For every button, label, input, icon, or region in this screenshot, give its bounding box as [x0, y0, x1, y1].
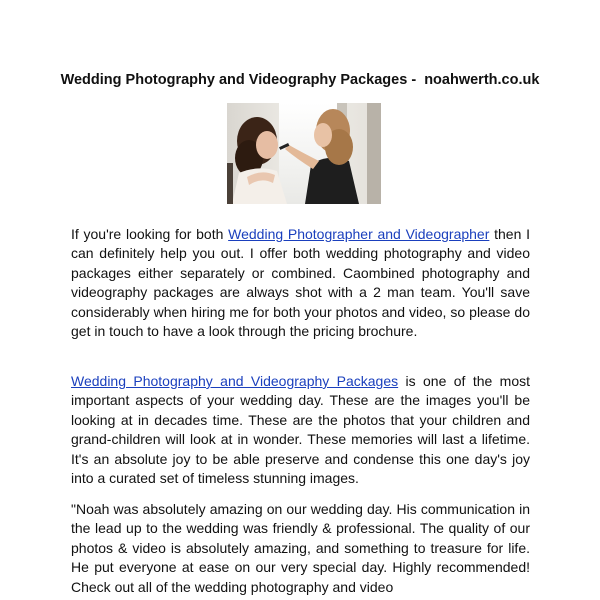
packages-link[interactable]: Wedding Photography and Videography Packages	[71, 373, 399, 389]
intro-text-start: If you're looking for both	[71, 226, 229, 242]
bride-makeup-photo	[227, 103, 381, 204]
intro-paragraph	[71, 225, 530, 341]
page-title: Wedding Photography and Videography Packages - noahwerth.co.uk	[60, 72, 540, 88]
testimonial-paragraph: "Noah was absolutely amazing on our wedding day. His communication in the lead up to the wedding was friendly & professional. The quality of our photos & video is absolutely amazing, and something to treasure for life. He put everyone at ease on our very special day. Highly recommended! Check out all of the wedding photography and video	[71, 501, 530, 595]
wedding-photographer-link[interactable]: Wedding Photographer and Videographer	[228, 226, 490, 242]
packages-text: is one of the most important aspects of your wedding day. These are the images you'll be looking at in decades time. These are the photos that your children and grand-children will look at in wonder. These memories will last a lifetime. It's an absolute joy to be able preserve and condense this one day's joy into a curated set of timeless stunning images.	[71, 373, 530, 487]
intro-text-rest: then I can definitely help you out. I offer both wedding photography and video packages either separately or combined. Caombined photography and videography packages are always shot with a 2 man team. You'll save considerably when hiring me for both your photos and video, so please do get in touch to have a look through the pricing brochure.	[71, 226, 530, 340]
packages-paragraph	[71, 372, 530, 488]
